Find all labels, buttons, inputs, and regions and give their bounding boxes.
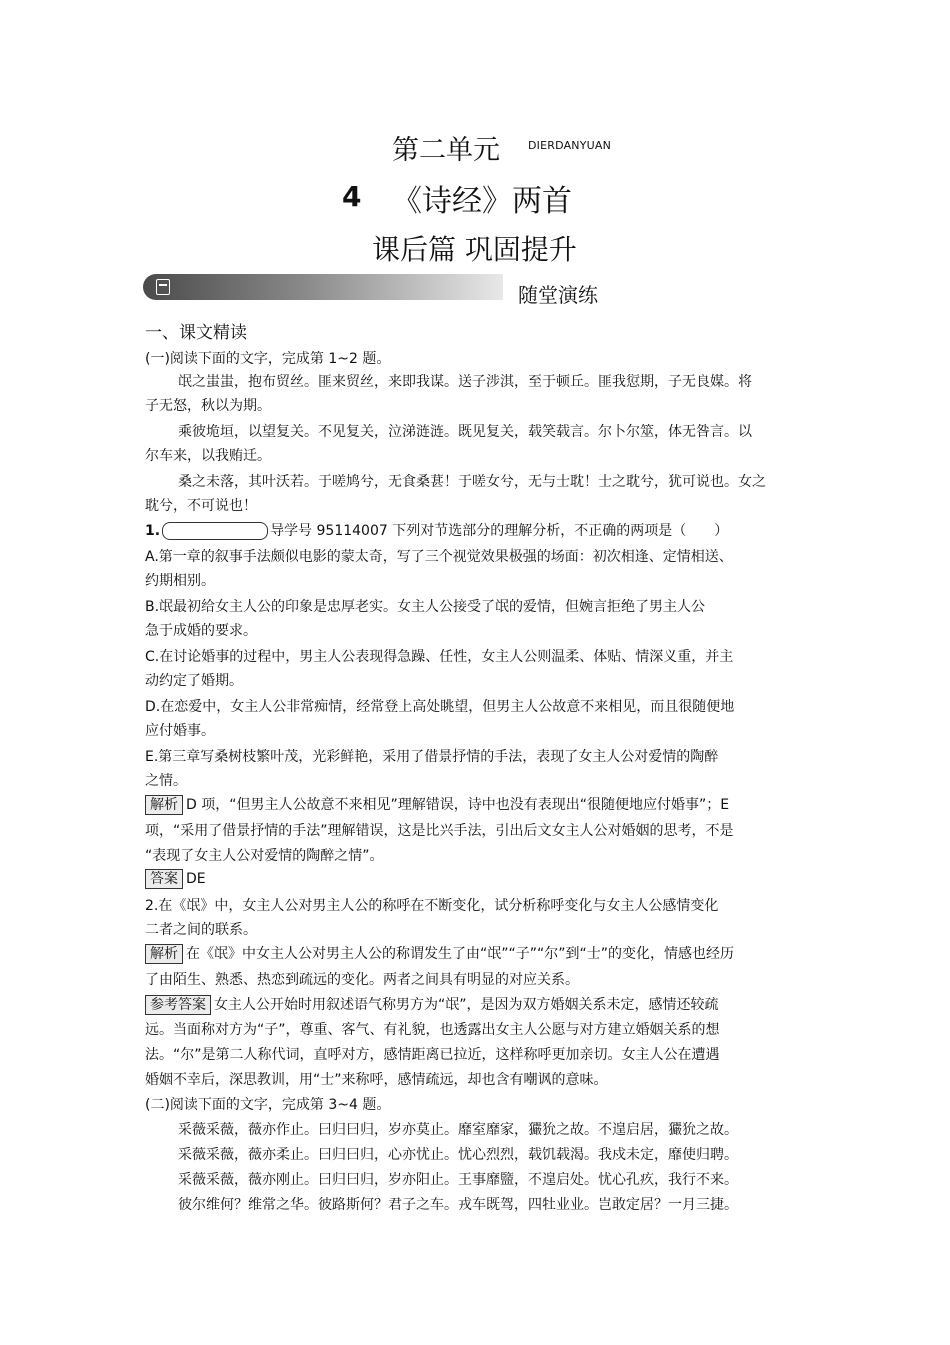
analysis-line: 了由陌生、熟悉、热恋到疏远的变化。两者之间具有明显的对应关系。 [145, 972, 579, 988]
poem1-line: 尔车来，以我贿迁。 [145, 448, 271, 464]
reference-answer-line: 婚姻不幸后，深思教训，用“士”来称呼，感情疏远，却也含有嘲讽的意味。 [145, 1072, 608, 1088]
analysis-line: “表现了女主人公对爱情的陶醉之情”。 [145, 848, 384, 864]
unit-pinyin: DIERDANYUAN [528, 139, 612, 152]
poem2-line: 采薇采薇，薇亦刚止。曰归曰归，岁亦阳止。王事靡盬，不遑启处。忧心孔疚，我行不来。 [178, 1172, 738, 1188]
reference-answer-line: 远。当面称对方为“子”，尊重、客气、有礼貌，也透露出女主人公愿与对方建立婚姻关系的想 [145, 1022, 720, 1038]
section-banner [143, 274, 503, 300]
option-line: 应付婚事。 [145, 723, 215, 739]
lesson-title: 《诗经》两首 [392, 184, 572, 219]
part1-intro: (一)阅读下面的文字，完成第 1~2 题。 [145, 351, 391, 367]
banner-label: 随堂演练 [518, 283, 598, 307]
option-line: 约期相别。 [145, 573, 215, 589]
analysis-line: 解析 在《氓》中女主人公对男主人公的称谓发生了由“氓”“子”“尔”到“士”的变化，情感也经历 [145, 943, 734, 964]
poem1-line: 耽兮，不可说也！ [145, 498, 257, 514]
analysis-line: 解析 D 项，“但男主人公故意不来相见”理解错误，诗中也没有表现出“很随便地应付婚事”；E [145, 794, 729, 815]
answer-value: DE [186, 871, 206, 887]
analysis-tag: 解析 [145, 944, 183, 964]
question-1 [145, 520, 728, 540]
book-icon [156, 279, 170, 295]
question-text: 导学号 95114007 下列对节选部分的理解分析，不正确的两项是（ ） [270, 523, 729, 539]
lesson-number: 4 [342, 180, 362, 213]
option-line: A.第一章的叙事手法颇似电影的蒙太奇，写了三个视觉效果极强的场面：初次相逢、定情相送、 [145, 549, 733, 565]
poem1-line: 氓之蚩蚩，抱布贸丝。匪来贸丝，来即我谋。送子涉淇，至于顿丘。匪我愆期，子无良媒。将 [178, 374, 752, 390]
question-2-line: 二者之间的联系。 [145, 922, 257, 938]
option-line: 动约定了婚期。 [145, 673, 243, 689]
poem1-line: 子无怒，秋以为期。 [145, 398, 271, 414]
part2-intro: (二)阅读下面的文字，完成第 3~4 题。 [145, 1097, 391, 1113]
option-line: 急于成婚的要求。 [145, 623, 257, 639]
answer-line [145, 869, 206, 889]
option-line: C.在讨论婚事的过程中，男主人公表现得急躁、任性，女主人公则温柔、体贴、情深义重，并主 [145, 649, 734, 665]
analysis-tag: 解析 [145, 795, 183, 815]
analysis-line: 项，“采用了借景抒情的手法”理解错误，这是比兴手法，引出后文女主人公对婚姻的思考，不是 [145, 823, 734, 839]
question-number: 1. [145, 523, 161, 539]
option-line: E.第三章写桑树枝繁叶茂，光彩鲜艳，采用了借景抒情的手法，表现了女主人公对爱情的陶醉 [145, 749, 719, 765]
option-line: D.在恋爱中，女主人公非常痴情，经常登上高处眺望，但男主人公故意不来相见，而且很随便地 [145, 699, 735, 715]
unit-title: 第二单元 [392, 135, 500, 166]
option-line: 之情。 [145, 773, 187, 789]
reference-answer-line: 法。“尔”是第二人称代词，直呼对方，感情距离已拉近，这样称呼更加亲切。女主人公在遭遇 [145, 1047, 720, 1063]
poem2-line: 彼尔维何？维常之华。彼路斯何？君子之车。戎车既驾，四牡业业。岂敢定居？一月三捷。 [178, 1197, 738, 1213]
poem1-line: 乘彼垝垣，以望复关。不见复关，泣涕涟涟。既见复关，载笑载言。尔卜尔筮，体无咎言。以 [178, 424, 752, 440]
poem2-line: 采薇采薇，薇亦柔止。曰归曰归，心亦忧止。忧心烈烈，载饥载渴。我戍未定，靡使归聘。 [178, 1147, 738, 1163]
poem2-line: 采薇采薇，薇亦作止。曰归曰归，岁亦莫止。靡室靡家，玁狁之故。不遑启居，玁狁之故。 [178, 1122, 738, 1138]
answer-tag: 答案 [145, 869, 183, 889]
reference-answer-tag: 参考答案 [145, 995, 211, 1015]
page-subtitle: 课后篇 巩固提升 [372, 233, 577, 266]
guide-number-box [162, 522, 268, 540]
question-2-line: 2.在《氓》中，女主人公对男主人公的称呼在不断变化，试分析称呼变化与女主人公感情变化 [145, 898, 719, 914]
section-heading: 一、课文精读 [145, 323, 247, 343]
reference-answer-line: 参考答案 女主人公开始时用叙述语气称男方为“氓”，是因为双方婚姻关系未定，感情还较疏 [145, 994, 719, 1015]
option-line: B.氓最初给女主人公的印象是忠厚老实。女主人公接受了氓的爱情，但婉言拒绝了男主人公 [145, 599, 706, 615]
poem1-line: 桑之未落，其叶沃若。于嗟鸠兮，无食桑葚！于嗟女兮，无与士耽！士之耽兮，犹可说也。女之 [178, 474, 766, 490]
